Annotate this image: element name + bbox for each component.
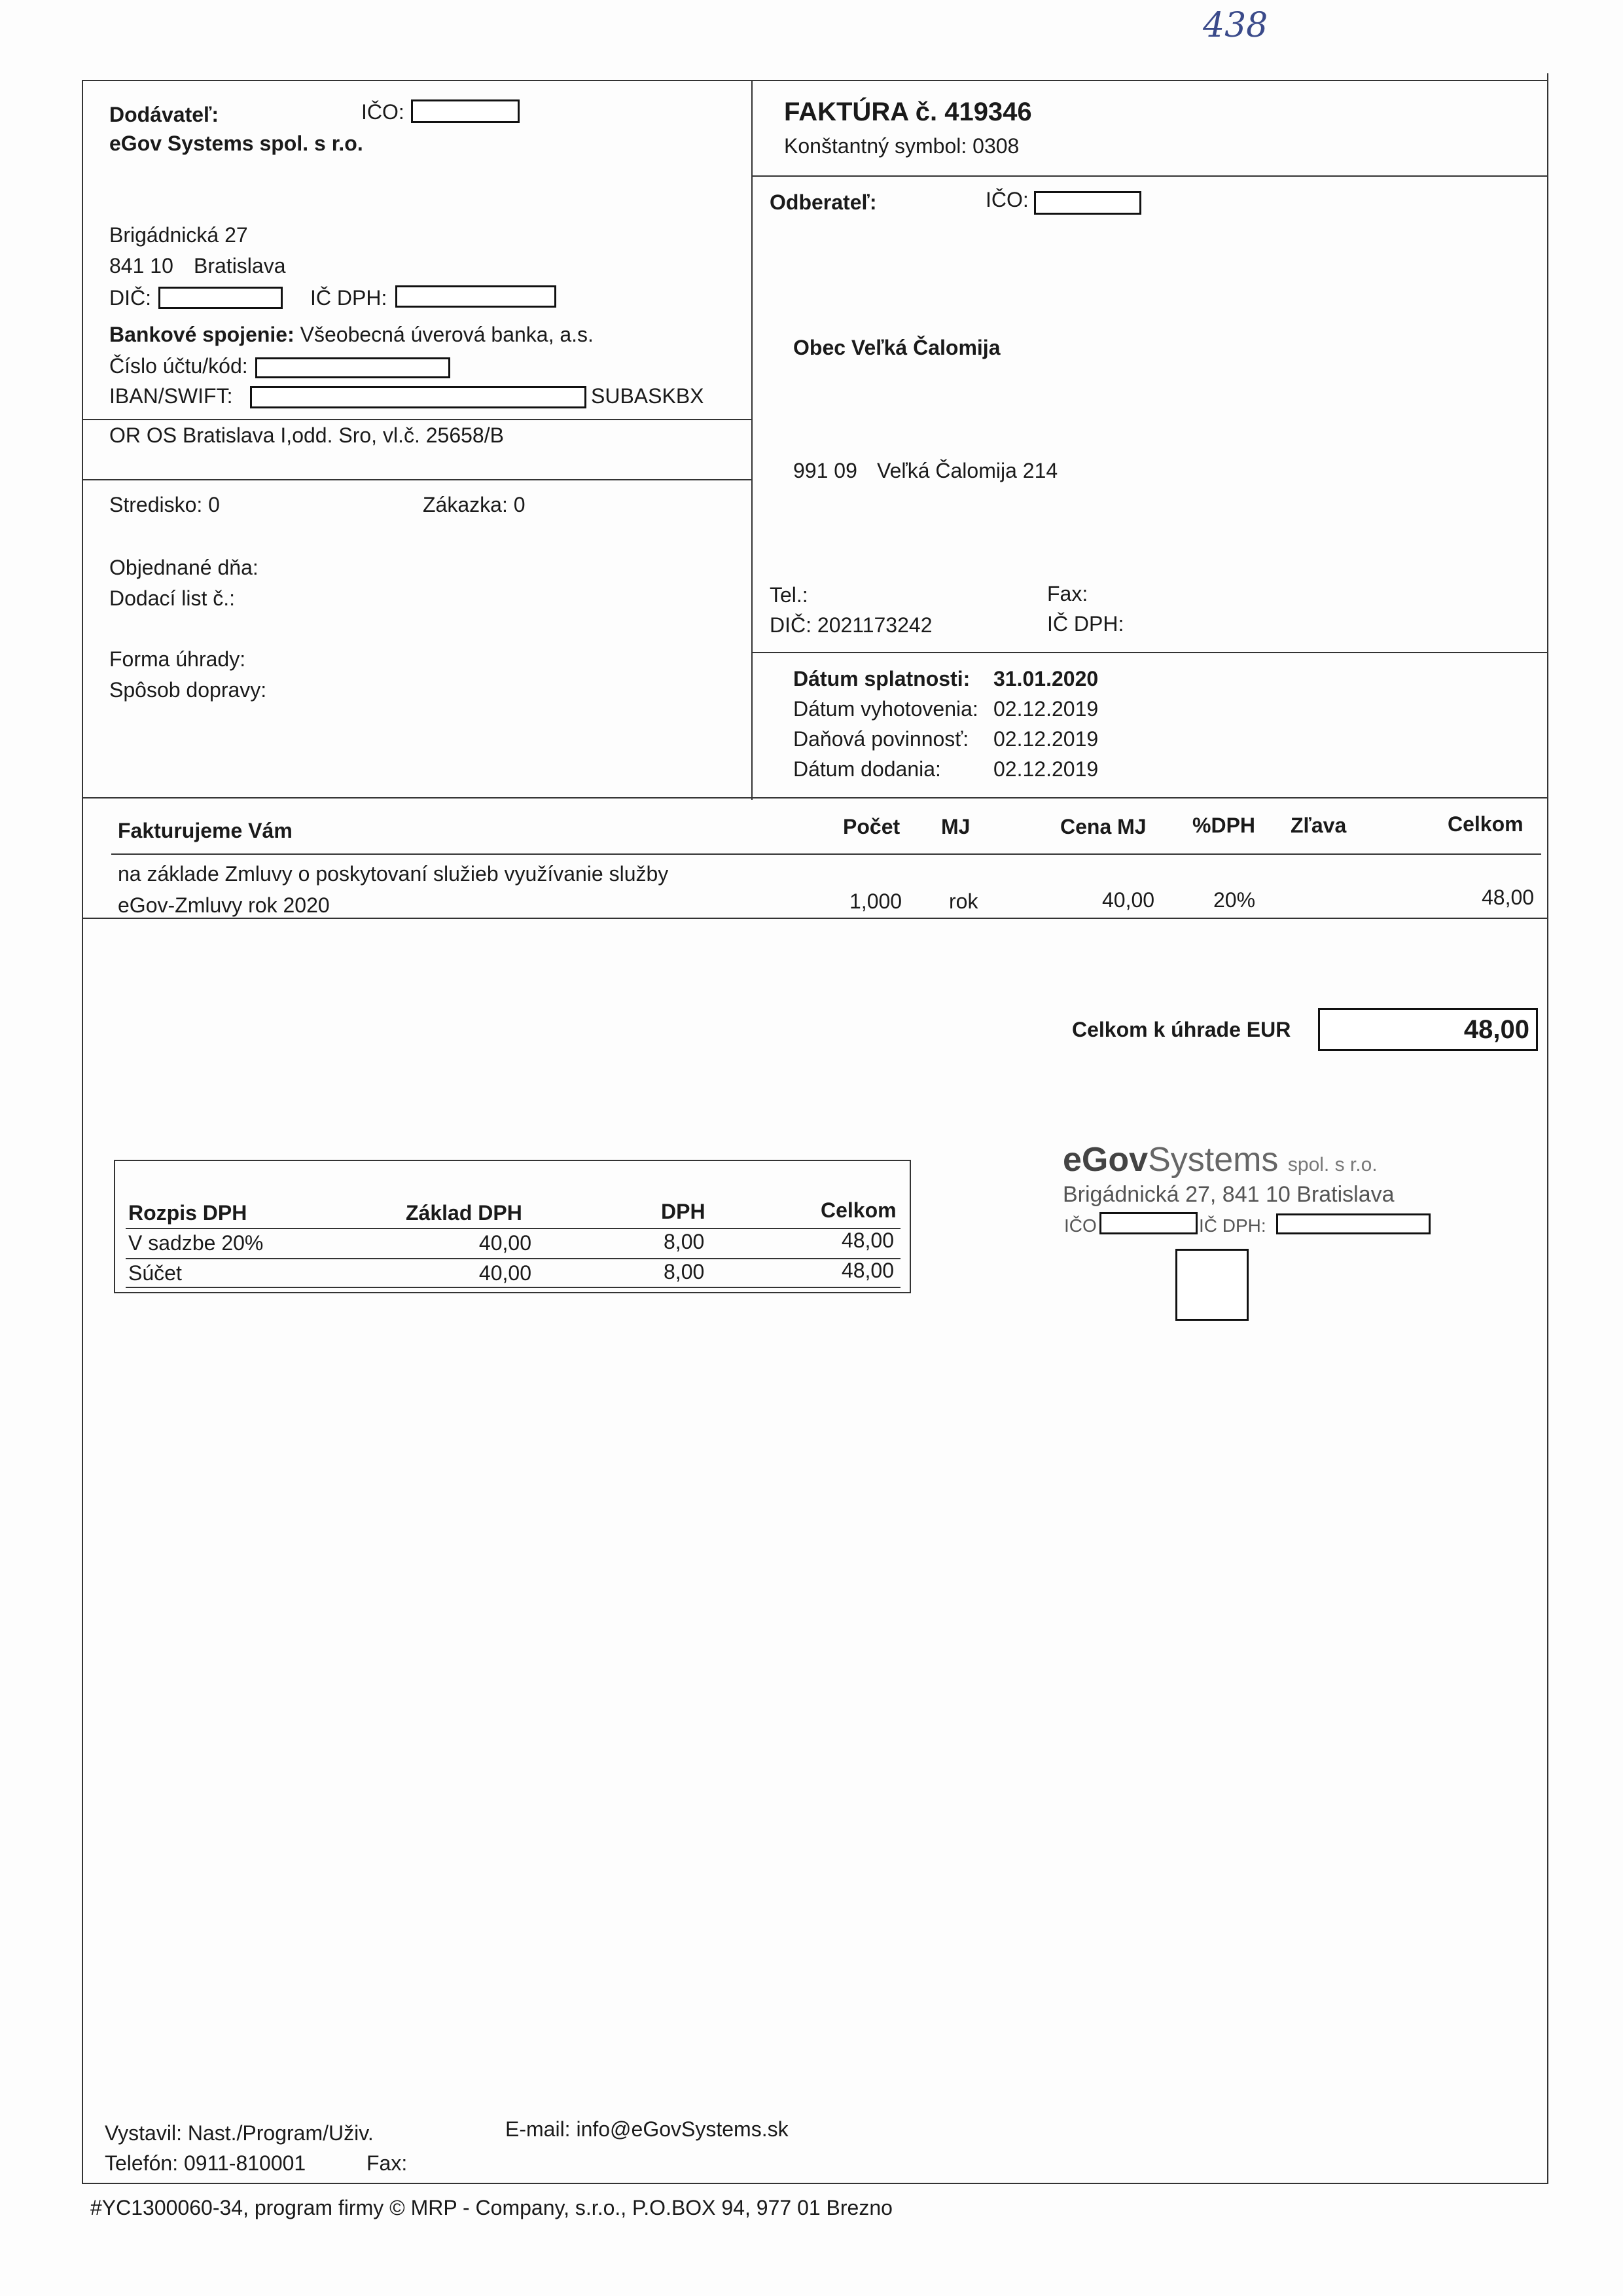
header-divider [751,80,753,800]
items-header-count: Počet [843,815,901,838]
redacted-supplier-icdph [395,285,556,308]
redacted-customer-ico [1034,191,1141,215]
constant-symbol: Konštantný symbol: 0308 [784,134,1020,158]
frame-left [82,80,83,2184]
date-value-tax: 02.12.2019 [993,727,1099,751]
vat-sum-base: 40,00 [478,1261,531,1285]
item-count: 1,000 [849,889,902,913]
supplier-icdph-label: IČ DPH: [310,286,387,310]
supplier-city: Bratislava [194,254,286,278]
item-desc-line2: eGov-Zmluvy rok 2020 [118,893,330,917]
items-header-price: Cena MJ [1060,815,1147,838]
sposob-dopravy: Spôsob dopravy: [109,678,267,702]
supplier-dic-label: DIČ: [109,286,151,310]
total-due-label: Celkom k úhrade EUR [1072,1018,1291,1041]
date-label-delivery: Dátum dodania: [793,757,941,781]
items-header-unit: MJ [941,815,971,838]
stamp-brand-suffix: spol. s r.o. [1287,1154,1378,1175]
supplier-zip: 841 10 [109,254,173,278]
vat-header-vat: DPH [661,1200,705,1223]
stamp-icdph-label: IČ DPH: [1199,1215,1266,1236]
bank-name: Všeobecná úverová banka, a.s. [300,323,594,346]
vat-sum-total: 48,00 [841,1259,894,1282]
footer-program: #YC1300060-34, program firmy © MRP - Company, s.r.o., P.O.BOX 94, 977 01 Brezno [90,2196,893,2219]
vat-row1-label: V sadzbe 20% [128,1231,264,1255]
dodaci-list: Dodací list č.: [109,586,236,610]
frame-bottom [82,2183,1548,2184]
header-bottom-line [82,797,1548,798]
vat-sum-vat: 8,00 [664,1260,705,1283]
vat-breakdown-table [114,1160,911,1293]
supplier-name: eGov Systems spol. s r.o. [109,132,363,155]
date-value-issued: 02.12.2019 [993,697,1099,721]
frame-right [1547,73,1548,2184]
items-header-vat: %DPH [1192,814,1256,837]
item-unit: rok [949,889,978,913]
registry-top-line [82,419,753,420]
stamp-brand-light: Systems [1148,1141,1279,1179]
vat-bottom-line [126,1287,901,1288]
customer-name: Obec Veľká Čalomija [793,336,1001,359]
vat-row-line [126,1258,901,1259]
stamp-brand [1063,1140,1378,1185]
customer-tel-label: Tel.: [770,583,808,607]
customer-ico-label: IČO: [986,188,1029,211]
vat-sum-label: Súčet [128,1261,182,1285]
zakazka: Zákazka: 0 [423,493,526,516]
date-value-due: 31.01.2020 [993,667,1099,691]
vat-header-line [126,1228,901,1229]
supplier-swift: SUBASKBX [591,384,704,408]
redacted-iban [250,386,586,408]
stamp-ico-label: IČO [1064,1215,1097,1236]
customer-zip: 991 09 [793,459,857,482]
registry-bottom-line [82,479,753,480]
redacted-supplier-ico [411,99,520,123]
stamp-address: Brigádnická 27, 841 10 Bratislava [1063,1182,1395,1207]
items-header-desc: Fakturujeme Vám [118,819,293,842]
redacted-stamp-signature [1175,1249,1249,1321]
footer-fax: Fax: [366,2151,408,2175]
supplier-account-label: Číslo účtu/kód: [109,354,248,378]
supplier-registry: OR OS Bratislava I,odd. Sro, vl.č. 25658/B [109,423,504,447]
vat-header-label: Rozpis DPH [128,1201,247,1225]
redacted-stamp-icdph [1276,1213,1431,1234]
items-bottom-line [82,918,1548,919]
vat-row1-total: 48,00 [841,1229,894,1252]
date-label-due: Dátum splatnosti: [793,667,971,691]
date-label-tax: Daňová povinnosť: [793,727,969,751]
items-header-total: Celkom [1448,812,1524,836]
supplier-ico-label: IČO: [361,100,404,124]
objednane-dna: Objednané dňa: [109,556,259,579]
customer-fax-label: Fax: [1047,582,1088,605]
invoice-title-bottom-line [751,175,1547,177]
redacted-stamp-ico [1099,1212,1198,1234]
forma-uhrady: Forma úhrady: [109,647,246,671]
handwritten-page-number: 438 [1203,6,1268,45]
item-desc-line1: na základe Zmluvy o poskytovaní služieb využívanie služby [118,862,669,886]
supplier-bank [109,322,594,347]
date-value-delivery: 02.12.2019 [993,757,1099,781]
footer-phone: Telefón: 0911-810001 [105,2151,306,2175]
total-due-value: 48,00 [1463,1015,1529,1044]
supplier-label: Dodávateľ: [109,103,219,126]
invoice-title: FAKTÚRA č. 419346 [784,98,1032,126]
customer-label: Odberateľ: [770,190,877,214]
bank-label: Bankové spojenie: [109,323,294,346]
total-due-box [1318,1008,1538,1051]
vat-row1-base: 40,00 [478,1231,531,1255]
supplier-iban-label: IBAN/SWIFT: [109,384,233,408]
customer-icdph-label: IČ DPH: [1047,612,1124,636]
redacted-account [255,357,450,378]
items-header-line [111,853,1541,855]
item-total: 48,00 [1482,886,1535,909]
frame-top [82,80,1548,81]
footer-email: E-mail: info@eGovSystems.sk [505,2117,789,2141]
supplier-street: Brigádnická 27 [109,223,248,247]
vat-header-base: Základ DPH [406,1201,522,1225]
customer-address: Veľká Čalomija 214 [877,459,1058,482]
items-header-discount: Zľava [1291,814,1347,837]
vat-row1-vat: 8,00 [664,1230,705,1253]
vat-header-total: Celkom [821,1198,897,1222]
item-vat: 20% [1213,888,1256,912]
item-price: 40,00 [1102,888,1155,912]
stredisko: Stredisko: 0 [109,493,220,516]
redacted-supplier-dic [158,287,283,309]
footer-issued-by: Vystavil: Nast./Program/Uživ. [105,2121,374,2145]
stamp-brand-bold: eGov [1063,1141,1149,1179]
company-stamp [1060,1140,1518,1336]
customer-dic: DIČ: 2021173242 [770,613,933,637]
date-label-issued: Dátum vyhotovenia: [793,697,978,721]
customer-bottom-line [751,652,1547,653]
